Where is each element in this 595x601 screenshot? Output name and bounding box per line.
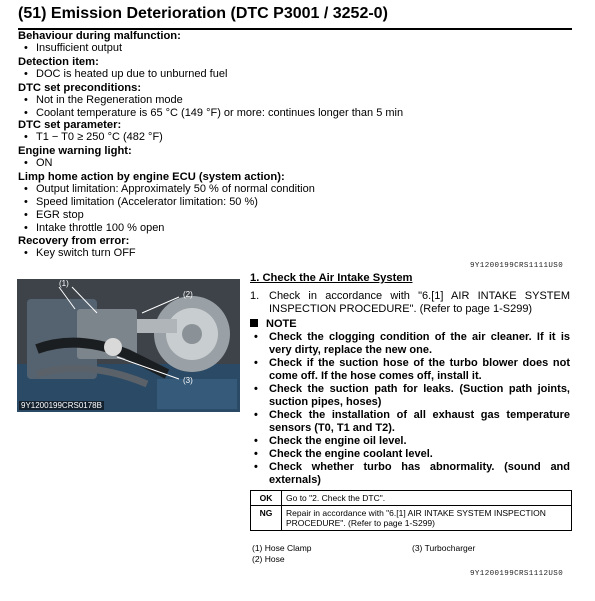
table-row	[251, 491, 572, 506]
list-item: • T1 − T0 ≥ 250 °C (482 °F)	[24, 131, 163, 143]
note-item: • Check the installation of all exhaust gas temperature sensors (T0, T1 and T2).	[254, 409, 570, 434]
step-text: Check in accordance with "6.[1] AIR INTAKE SYSTEM INSPECTION PROCEDURE". (Refer to page 1-S299)	[269, 290, 570, 315]
legend-item-1: (1) Hose Clamp	[252, 543, 312, 553]
legend-item-2: (2) Hose	[252, 554, 285, 564]
result-text-ng: Repair in accordance with "6.[1] AIR INTAKE SYSTEM INSPECTION PROCEDURE". (Refer to page 1-S299)	[282, 506, 572, 531]
list-item: • Intake throttle 100 % open	[24, 222, 165, 234]
table-row	[251, 506, 572, 531]
note-item: • Check whether turbo has abnormality. (sound and externals)	[254, 461, 570, 486]
engine-illustration	[17, 279, 240, 412]
list-item: • Speed limitation (Accelerator limitation: 50 %)	[24, 196, 258, 208]
note-item: • Check the suction path for leaks. (Suction path joints, suction pipes, hoses)	[254, 383, 570, 408]
list-item: • DOC is heated up due to unburned fuel	[24, 68, 228, 80]
reference-code: 9Y1200199CRS1112US0	[470, 570, 564, 578]
note-item: • Check if the suction hose of the turbo blower does not come off. If the hose comes off, install it.	[254, 357, 570, 382]
list-item: • Key switch turn OFF	[24, 247, 136, 259]
heading-detection: Detection item:	[18, 56, 99, 68]
result-key-ok: OK	[251, 491, 282, 506]
list-item: • ON	[24, 157, 53, 169]
step-1	[250, 290, 570, 316]
result-key-ng: NG	[251, 506, 282, 531]
page-title: (51) Emission Deterioration (DTC P3001 / 3252-0)	[18, 5, 388, 22]
result-table	[250, 490, 572, 531]
section-title: 1. Check the Air Intake System	[250, 272, 413, 284]
photo-caption: 9Y1200199CRS0178B	[21, 401, 102, 410]
reference-code: 9Y1200199CRS1111US0	[470, 262, 564, 270]
heading-limp-home: Limp home action by engine ECU (system action):	[18, 171, 285, 183]
note-item: • Check the engine oil level.	[254, 435, 407, 447]
result-text-ok: Go to "2. Check the DTC".	[282, 491, 572, 506]
note-square-icon	[250, 319, 258, 327]
heading-parameter: DTC set parameter:	[18, 119, 122, 131]
note-item: • Check the engine coolant level.	[254, 448, 433, 460]
list-item: • Insufficient output	[24, 42, 123, 54]
list-item: • EGR stop	[24, 209, 84, 221]
note-item: • Check the clogging condition of the air cleaner. If it is very dirty, replace the new one.	[254, 331, 570, 356]
list-item: • Not in the Regeneration mode	[24, 94, 183, 106]
heading-recovery: Recovery from error:	[18, 235, 130, 247]
heading-preconditions: DTC set preconditions:	[18, 82, 142, 94]
note-heading: NOTE	[250, 318, 297, 330]
callout-2: (2)	[183, 290, 193, 299]
callout-3: (3)	[183, 376, 193, 385]
step-number: 1.	[250, 290, 260, 302]
engine-photo	[17, 279, 240, 412]
list-item: • Output limitation: Approximately 50 % of normal condition	[24, 183, 315, 195]
list-item: • Coolant temperature is 65 °C (149 °F) or more: continues longer than 5 min	[24, 107, 404, 119]
callout-1: (1)	[59, 279, 69, 288]
legend-item-3: (3) Turbocharger	[412, 543, 476, 553]
heading-warning-light: Engine warning light:	[18, 145, 132, 157]
heading-behaviour: Behaviour during malfunction:	[18, 30, 181, 42]
